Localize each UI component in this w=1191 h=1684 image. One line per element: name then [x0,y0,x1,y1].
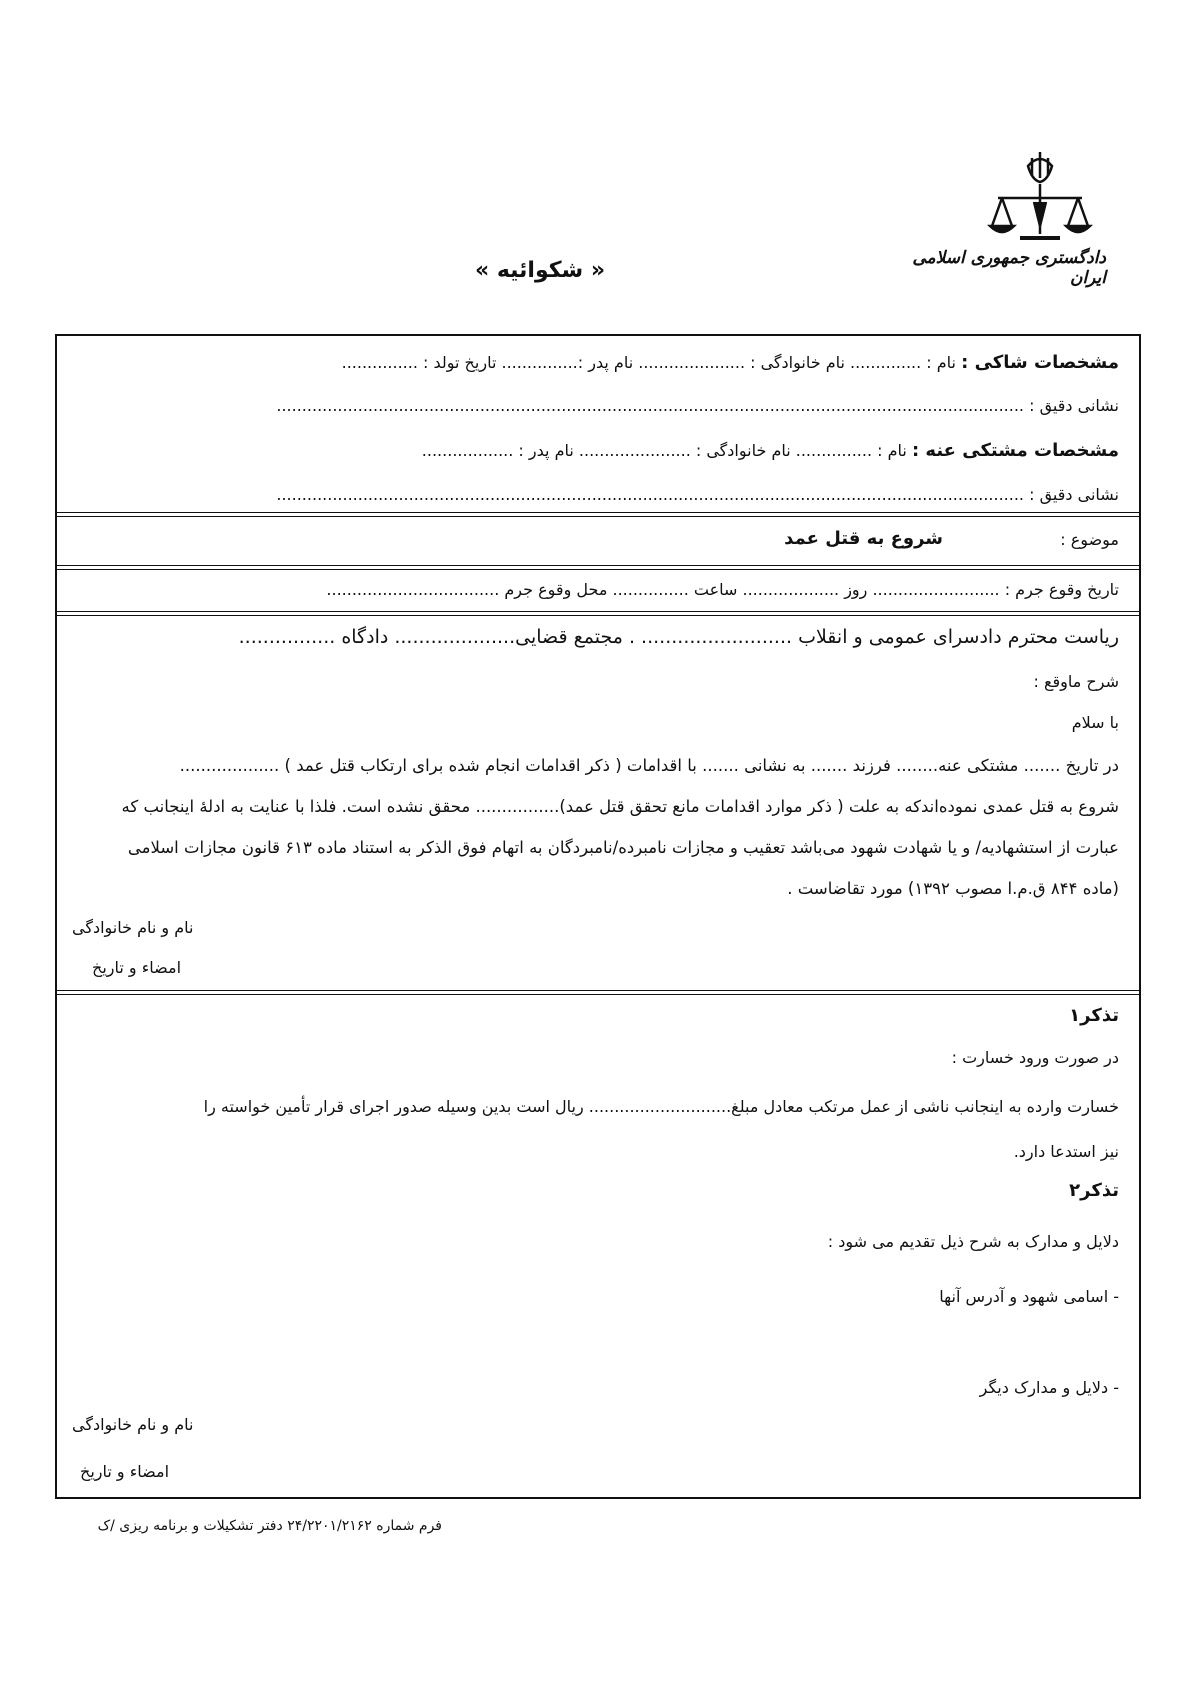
organization-name: دادگستری جمهوری اسلامی ایران [912,248,1106,288]
body-line: (ماده ۸۴۴ ق.م.ا مصوب ۱۳۹۲) مورد تقاضاست . [787,879,1119,898]
section-divider [55,512,1141,517]
crime-info: تاریخ وقوع جرم : ......................... روز ................... ساعت ............... محل وقوع جرم .................................. [326,580,1119,599]
section-divider [55,990,1141,995]
accused-fields: نام : ............... نام خانوادگی : ...................... نام پدر : .................. [421,441,907,460]
note2-item-evidence: - دلایل و مدارک دیگر [979,1378,1119,1397]
note1-line2: نیز استدعا دارد. [1013,1142,1119,1161]
signature-date-label: امضاء و تاریخ [92,958,182,977]
signer-name-label: نام و نام خانوادگی [72,918,194,937]
note1-line1: خسارت وارده به اینجانب ناشی از عمل مرتکب معادل مبلغ............................ ریال است بدین وسیله صدور اجرای قرار تأمین خواسته را [203,1097,1119,1116]
description-label: شرح ماوقع : [1033,672,1119,691]
signer-name-label: نام و نام خانوادگی [72,1415,194,1434]
page-title: « شکوائیه » [474,258,606,283]
accused-address: نشانی دقیق : ................................................................................................................................................... [276,485,1119,504]
form-frame [55,334,1141,1499]
subject-value: شروع به قتل عمد [784,528,943,549]
body-line: شروع به قتل عمدی نموده‌اندکه به علت ( ذکر موارد اقدامات مانع تحقق قتل عمد)................ محقق نشده است. فلذا با عنایت به ادلهٔ اینجانب که [121,797,1119,816]
complainant-label: مشخصات شاکی : [961,352,1119,373]
complainant-fields: نام : .............. نام خانوادگی : ..................... نام پدر :............... تاریخ تولد : ............... [341,353,957,372]
greeting: با سلام [1071,713,1119,732]
note1-intro: در صورت ورود خسارت : [951,1048,1119,1067]
complainant-address: نشانی دقیق : ................................................................................................................................................... [276,396,1119,415]
note2-item-witnesses: - اسامی شهود و آدرس آنها [939,1287,1119,1306]
complaint-body [64,745,1119,909]
accused-label: مشخصات مشتکی عنه : [911,440,1119,461]
signature-date-label: امضاء و تاریخ [80,1462,170,1481]
body-line: عبارت از استشهادیه/ و یا شهادت شهود می‌باشد تعقیب و مجازات نامبرده/نامبردگان به اتهام فوق الذکر به استناد ماده ۶۱۳ قانون مجازات اسلامی [127,838,1119,857]
addressee: ریاست محترم دادسرای عمومی و انقلاب ......................... . مجتمع قضایی.................... دادگاه ................ [238,626,1119,648]
complainant-row [342,352,1119,373]
note2-intro: دلایل و مدارک به شرح ذیل تقدیم می شود : [827,1232,1119,1251]
body-line: در تاریخ ....... مشتکی عنه........ فرزند ....... به نشانی ....... با اقدامات ( ذکر اقدامات انجام شده برای ارتکاب قتل عمد ) ................... [179,756,1119,775]
form-number-footer: فرم شماره ۲۴/۲۲۰۱/۲۱۶۲ دفتر تشکیلات و برنامه ریزی /ک [97,1518,442,1534]
note1-title: تذکر۱ [1069,1005,1119,1026]
judiciary-emblem-icon [980,148,1100,258]
accused-row [422,440,1119,461]
section-divider [55,611,1141,616]
note2-title: تذکر۲ [1069,1180,1119,1201]
section-divider [55,565,1141,570]
subject-label: موضوع : [1060,530,1119,549]
